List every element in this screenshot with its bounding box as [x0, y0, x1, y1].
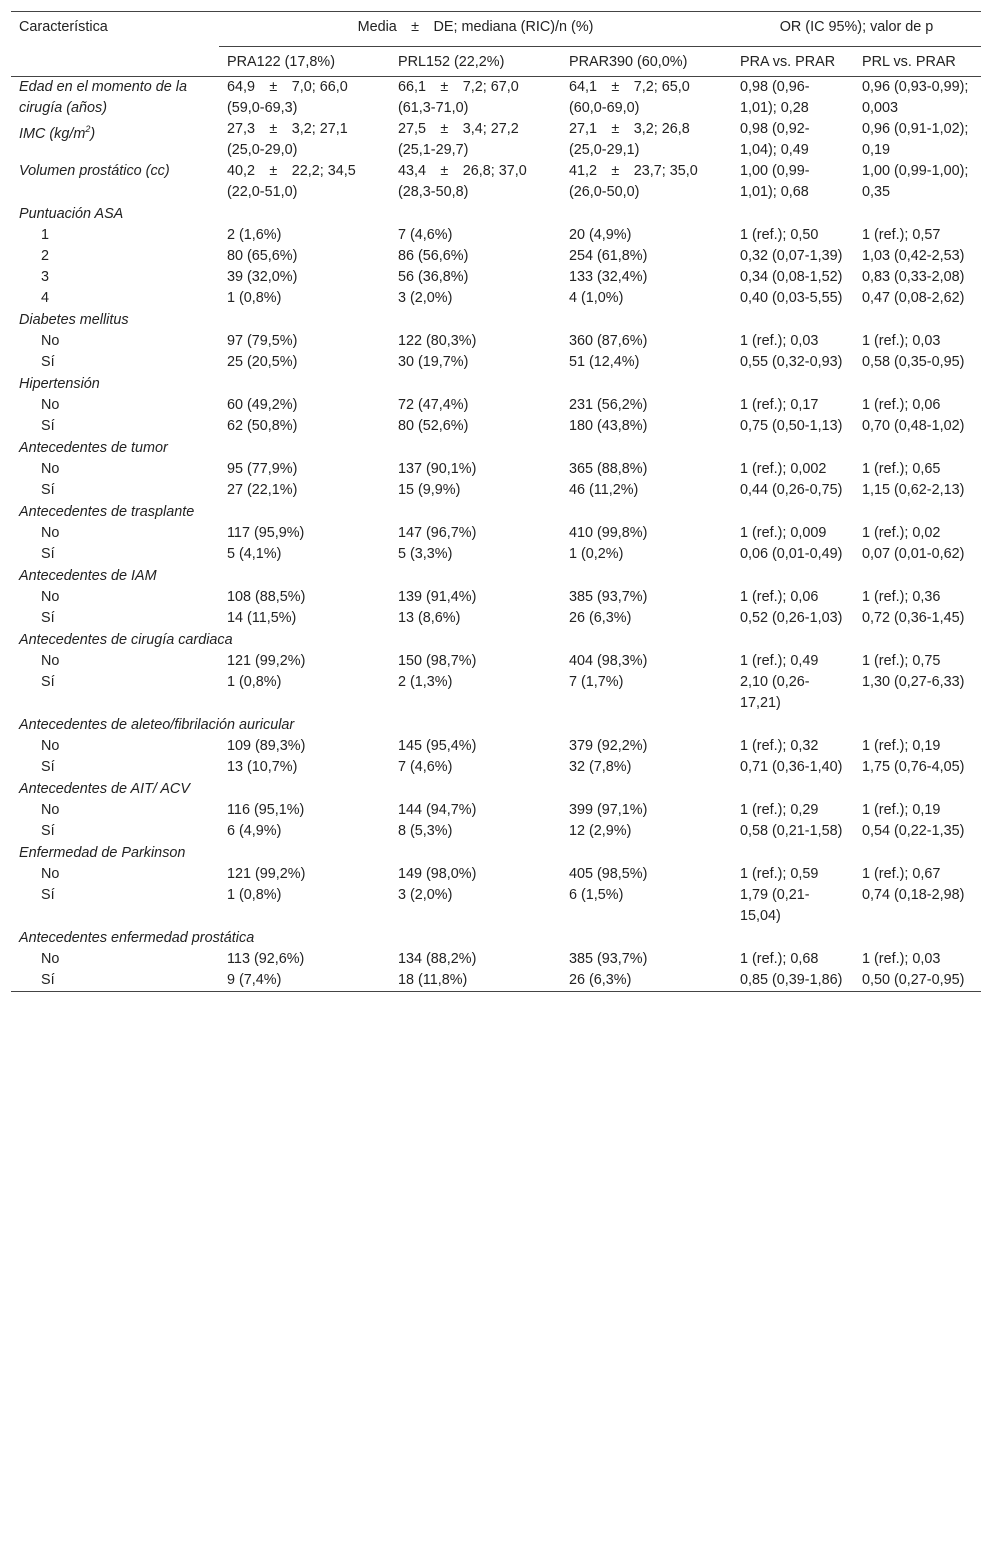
cell-pra: 117 (95,9%): [227, 525, 305, 541]
cell-prl: 30 (19,7%): [398, 354, 469, 370]
table-row: [11, 161, 981, 203]
row-label: Sí: [41, 674, 55, 690]
cell-or2: 0,96 (0,93-0,99); 0,003: [862, 79, 969, 116]
characteristics-table: [11, 11, 981, 992]
header-group-desc: Media ± DE; mediana (RIC)/n (%): [219, 12, 732, 47]
cell-pra: 121 (99,2%): [227, 866, 306, 882]
cell-or1: 0,98 (0,96-1,01); 0,28: [740, 79, 810, 116]
table-row: [11, 672, 981, 714]
cell-prar: 4 (1,0%): [569, 290, 624, 306]
cell-prar: 404 (98,3%): [569, 653, 648, 669]
row-label: Sí: [11, 970, 219, 992]
cell-prl: 5 (3,3%): [398, 546, 453, 562]
cell-prar: 385 (93,7%): [569, 951, 648, 967]
cell-pra: 2 (1,6%): [227, 227, 282, 243]
section-title: Antecedentes de IAM: [19, 568, 157, 584]
section-title: Antecedentes de AIT/ ACV: [19, 781, 190, 797]
cell-pra: 60 (49,2%): [227, 397, 298, 413]
cell-or2: 1,00 (0,99-1,00); 0,35: [862, 163, 969, 200]
table-body: [11, 77, 981, 992]
section-title: Antecedentes de aleteo/fibrilación auricular: [19, 717, 295, 733]
row-label: Sí: [41, 482, 55, 498]
cell-prar: 41,2 ± 23,7; 35,0 (26,0-50,0): [569, 163, 698, 200]
table-row: [11, 523, 981, 544]
cell-or2: 0,58 (0,35-0,95): [862, 354, 965, 370]
cell-prl: 13 (8,6%): [398, 610, 461, 626]
cell-or1: 0,32 (0,07-1,39): [740, 248, 843, 264]
cell-or2: 0,07 (0,01-0,62): [862, 546, 965, 562]
cell-pra: 62 (50,8%): [227, 418, 298, 434]
row-label: No: [41, 951, 60, 967]
section-header-row: [11, 437, 981, 459]
cell-or1: 0,44 (0,26-0,75): [740, 482, 843, 498]
section-header-row: [11, 203, 981, 225]
cell-or1: 1 (ref.); 0,29: [740, 802, 819, 818]
cell-or2: 1 (ref.); 0,36: [862, 589, 941, 605]
row-label: No: [41, 589, 60, 605]
header-col-prar: PRAR390 (60,0%): [561, 47, 732, 77]
cell-or1: 0,06 (0,01-0,49): [740, 546, 843, 562]
cell-or2: 0,47 (0,08-2,62): [862, 290, 965, 306]
cell-or1: 0,58 (0,21-1,58): [740, 823, 843, 839]
cell-prl: 66,1 ± 7,2; 67,0 (61,3-71,0): [398, 79, 519, 116]
cell-pra: 14 (11,5%): [227, 610, 297, 626]
cell-prar: 399 (97,1%): [569, 802, 648, 818]
row-label: No: [41, 397, 60, 413]
cell-prar: 410 (99,8%): [569, 525, 648, 541]
cell-or1: 1,00 (0,99-1,01); 0,68: [740, 163, 810, 200]
cell-pra: 80 (65,6%): [227, 248, 298, 264]
cell-or2: 0,74 (0,18-2,98): [862, 887, 965, 903]
cell-pra: 95 (77,9%): [227, 461, 298, 477]
cell-or1: 0,98 (0,92-1,04); 0,49: [740, 121, 810, 158]
table-container: [11, 11, 981, 992]
table-row: [11, 119, 981, 161]
cell-pra: 121 (99,2%): [227, 653, 306, 669]
cell-prl: 27,5 ± 3,4; 27,2 (25,1-29,7): [398, 121, 519, 158]
table-row: [11, 331, 981, 352]
cell-or1: 1 (ref.); 0,59: [740, 866, 819, 882]
cell-or1: 1 (ref.); 0,06: [740, 589, 819, 605]
table-row: [11, 651, 981, 672]
section-title: Antecedentes enfermedad prostática: [19, 930, 255, 946]
row-label: No: [41, 525, 60, 541]
section-header-row: [11, 714, 981, 736]
table-row: [11, 459, 981, 480]
row-label: Sí: [41, 610, 55, 626]
row-label: 1: [41, 227, 50, 243]
cell-or2: 1 (ref.); 0,02: [862, 525, 941, 541]
cell-or2: 1 (ref.); 0,19: [862, 738, 941, 754]
cell-pra: 27,3 ± 3,2; 27,1 (25,0-29,0): [227, 121, 348, 158]
cell-pra: 39 (32,0%): [227, 269, 298, 285]
cell-prar: 7 (1,7%): [569, 674, 624, 690]
cell-or1: 0,85 (0,39-1,86): [732, 970, 854, 992]
row-label: Sí: [41, 759, 55, 775]
header-col-pra: PRA122 (17,8%): [219, 47, 390, 77]
row-label: No: [41, 738, 60, 754]
cell-or1: 1,79 (0,21-15,04): [740, 887, 810, 924]
header-or-desc: OR (IC 95%); valor de p: [732, 12, 981, 47]
table-row: [11, 225, 981, 246]
cell-prar: 51 (12,4%): [569, 354, 640, 370]
cell-prar: 26 (6,3%): [569, 610, 632, 626]
header-row-1: [11, 12, 981, 47]
cell-or2: 0,70 (0,48-1,02): [862, 418, 965, 434]
cell-prar: 405 (98,5%): [569, 866, 648, 882]
table-row: [11, 949, 981, 970]
header-col-prl: PRL152 (22,2%): [390, 47, 561, 77]
cell-prl: 15 (9,9%): [398, 482, 461, 498]
section-header-row: [11, 501, 981, 523]
row-label: IMC $(kg/m^2)$: [19, 124, 96, 142]
cell-prl: 2 (1,3%): [398, 674, 453, 690]
cell-pra: 5 (4,1%): [227, 546, 282, 562]
cell-prl: 149 (98,0%): [398, 866, 477, 882]
table-row: [11, 288, 981, 309]
section-header-row: [11, 565, 981, 587]
cell-prl: 56 (36,8%): [398, 269, 469, 285]
cell-prl: 72 (47,4%): [398, 397, 469, 413]
cell-or2: 1 (ref.); 0,06: [862, 397, 941, 413]
cell-pra: 64,9 ± 7,0; 66,0 (59,0-69,3): [227, 79, 348, 116]
cell-prar: 6 (1,5%): [569, 887, 624, 903]
cell-prar: 360 (87,6%): [569, 333, 648, 349]
cell-or1: 0,75 (0,50-1,13): [740, 418, 843, 434]
cell-prl: 7 (4,6%): [398, 227, 453, 243]
cell-or1: 1 (ref.); 0,68: [740, 951, 819, 967]
cell-pra: 25 (20,5%): [227, 354, 298, 370]
cell-or1: 1 (ref.); 0,32: [740, 738, 819, 754]
row-label: 2: [41, 248, 50, 264]
cell-prar: 64,1 ± 7,2; 65,0 (60,0-69,0): [569, 79, 690, 116]
row-label: 4: [41, 290, 50, 306]
cell-pra: 1 (0,8%): [227, 887, 282, 903]
section-title: Diabetes mellitus: [19, 312, 129, 328]
cell-prar: 1 (0,2%): [569, 546, 624, 562]
cell-or2: 1,75 (0,76-4,05): [862, 759, 965, 775]
cell-or2: 1 (ref.); 0,75: [862, 653, 941, 669]
row-label: No: [41, 802, 60, 818]
cell-pra: 108 (88,5%): [227, 589, 306, 605]
table-row: [11, 395, 981, 416]
cell-pra: 109 (89,3%): [227, 738, 306, 754]
cell-pra: 27 (22,1%): [227, 482, 298, 498]
cell-or2: 1 (ref.); 0,03: [862, 951, 941, 967]
section-title: Antecedentes de cirugía cardiaca: [19, 632, 233, 648]
cell-prar: 133 (32,4%): [569, 269, 648, 285]
row-label: Sí: [41, 823, 55, 839]
cell-prl: 122 (80,3%): [398, 333, 477, 349]
cell-prar: 365 (88,8%): [569, 461, 648, 477]
table-row: [11, 736, 981, 757]
section-header-row: [11, 629, 981, 651]
cell-or2: 0,72 (0,36-1,45): [862, 610, 965, 626]
cell-or2: 1,15 (0,62-2,13): [862, 482, 965, 498]
cell-prar: 27,1 ± 3,2; 26,8 (25,0-29,1): [569, 121, 690, 158]
section-header-row: [11, 927, 981, 949]
row-label: Sí: [41, 354, 55, 370]
cell-prar: 26 (6,3%): [561, 970, 732, 992]
cell-or2: 0,54 (0,22-1,35): [862, 823, 965, 839]
cell-or2: 1,30 (0,27-6,33): [862, 674, 965, 690]
cell-or2: 0,83 (0,33-2,08): [862, 269, 965, 285]
cell-or1: 0,55 (0,32-0,93): [740, 354, 843, 370]
table-row: [11, 608, 981, 629]
table-row: [11, 800, 981, 821]
section-title: Puntuación ASA: [19, 206, 124, 222]
cell-or1: 2,10 (0,26-17,21): [740, 674, 810, 711]
row-label: Edad en el momento de la cirugía (años): [19, 79, 188, 116]
cell-pra: 6 (4,9%): [227, 823, 282, 839]
cell-or1: 1 (ref.); 0,49: [740, 653, 819, 669]
cell-or1: 0,52 (0,26-1,03): [740, 610, 843, 626]
table-row: [11, 864, 981, 885]
section-title: Enfermedad de Parkinson: [19, 845, 186, 861]
table-row: [11, 757, 981, 778]
header-characteristic: Característica: [11, 12, 219, 77]
cell-or2: 0,50 (0,27-0,95): [854, 970, 981, 992]
section-header-row: [11, 373, 981, 395]
cell-or2: 1 (ref.); 0,57: [862, 227, 941, 243]
cell-prar: 32 (7,8%): [569, 759, 632, 775]
table-row: [11, 544, 981, 565]
cell-or2: 1 (ref.); 0,65: [862, 461, 941, 477]
table-row: [11, 77, 981, 120]
row-label: No: [41, 653, 60, 669]
cell-prl: 3 (2,0%): [398, 887, 453, 903]
row-label: No: [41, 461, 60, 477]
cell-pra: 113 (92,6%): [227, 951, 305, 967]
table-row: [11, 587, 981, 608]
cell-prl: 137 (90,1%): [398, 461, 477, 477]
cell-prar: 180 (43,8%): [569, 418, 648, 434]
cell-or2: 1,03 (0,42-2,53): [862, 248, 965, 264]
cell-or1: 1 (ref.); 0,009: [740, 525, 827, 541]
cell-prl: 43,4 ± 26,8; 37,0 (28,3-50,8): [398, 163, 527, 200]
section-title: Hipertensión: [19, 376, 100, 392]
cell-prl: 144 (94,7%): [398, 802, 477, 818]
row-label: 3: [41, 269, 50, 285]
table-row: [11, 885, 981, 927]
cell-prar: 12 (2,9%): [569, 823, 632, 839]
header-col-or2: PRL vs. PRAR: [854, 47, 981, 77]
cell-or1: 1 (ref.); 0,17: [740, 397, 819, 413]
section-title: Antecedentes de trasplante: [19, 504, 195, 520]
cell-prl: 139 (91,4%): [398, 589, 477, 605]
cell-or2: 1 (ref.); 0,03: [862, 333, 941, 349]
row-label: Sí: [41, 418, 55, 434]
table-row: [11, 267, 981, 288]
cell-prl: 150 (98,7%): [398, 653, 477, 669]
cell-prl: 145 (95,4%): [398, 738, 477, 754]
table-row: [11, 246, 981, 267]
cell-or1: 1 (ref.); 0,50: [740, 227, 819, 243]
cell-prl: 8 (5,3%): [398, 823, 453, 839]
cell-pra: 97 (79,5%): [227, 333, 298, 349]
cell-prar: 379 (92,2%): [569, 738, 648, 754]
row-label: Volumen prostático (cc): [19, 163, 170, 179]
cell-prl: 80 (52,6%): [398, 418, 469, 434]
section-header-row: [11, 309, 981, 331]
table-row: [11, 480, 981, 501]
row-label: No: [41, 866, 60, 882]
cell-or1: 0,40 (0,03-5,55): [740, 290, 843, 306]
cell-prl: 18 (11,8%): [390, 970, 561, 992]
section-header-row: [11, 842, 981, 864]
cell-prl: 134 (88,2%): [398, 951, 477, 967]
cell-or1: 0,34 (0,08-1,52): [740, 269, 843, 285]
cell-or2: 0,96 (0,91-1,02); 0,19: [862, 121, 969, 158]
cell-pra: 1 (0,8%): [227, 674, 282, 690]
cell-prl: 7 (4,6%): [398, 759, 453, 775]
table-row: [11, 821, 981, 842]
cell-prl: 147 (96,7%): [398, 525, 477, 541]
row-label: Sí: [41, 546, 55, 562]
cell-prl: 86 (56,6%): [398, 248, 469, 264]
row-label: No: [41, 333, 60, 349]
cell-pra: 1 (0,8%): [227, 290, 282, 306]
table-row: [11, 970, 981, 992]
header-col-or1: PRA vs. PRAR: [732, 47, 854, 77]
cell-pra: 40,2 ± 22,2; 34,5 (22,0-51,0): [227, 163, 356, 200]
section-title: Antecedentes de tumor: [19, 440, 168, 456]
cell-pra: 9 (7,4%): [219, 970, 390, 992]
row-label: Sí: [41, 887, 55, 903]
cell-or1: 0,71 (0,36-1,40): [740, 759, 843, 775]
cell-or2: 1 (ref.); 0,67: [862, 866, 941, 882]
cell-pra: 116 (95,1%): [227, 802, 305, 818]
cell-prar: 231 (56,2%): [569, 397, 648, 413]
cell-pra: 13 (10,7%): [227, 759, 298, 775]
cell-prar: 385 (93,7%): [569, 589, 648, 605]
cell-prar: 20 (4,9%): [569, 227, 632, 243]
cell-prar: 254 (61,8%): [569, 248, 648, 264]
cell-prar: 46 (11,2%): [569, 482, 639, 498]
section-header-row: [11, 778, 981, 800]
table-row: [11, 352, 981, 373]
cell-or1: 1 (ref.); 0,03: [740, 333, 819, 349]
cell-or2: 1 (ref.); 0,19: [862, 802, 941, 818]
cell-or1: 1 (ref.); 0,002: [740, 461, 827, 477]
table-row: [11, 416, 981, 437]
cell-prl: 3 (2,0%): [398, 290, 453, 306]
